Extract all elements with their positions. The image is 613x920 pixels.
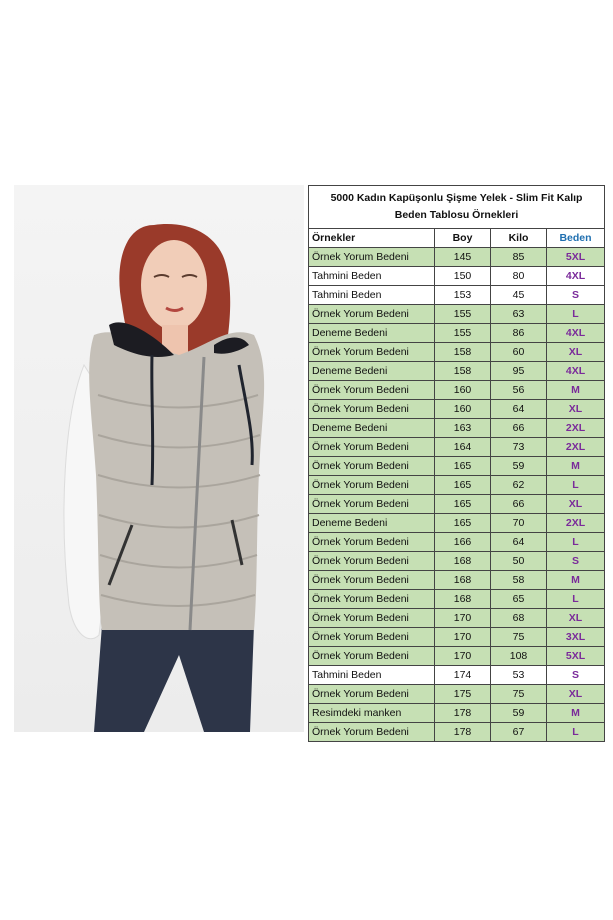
row-name: Örnek Yorum Bedeni <box>309 552 435 571</box>
row-kilo: 70 <box>491 514 547 533</box>
table-row <box>309 305 605 324</box>
row-boy: 158 <box>435 343 491 362</box>
row-kilo: 86 <box>491 324 547 343</box>
table-row <box>309 419 605 438</box>
row-name: Örnek Yorum Bedeni <box>309 647 435 666</box>
row-boy: 166 <box>435 533 491 552</box>
row-boy: 168 <box>435 590 491 609</box>
row-beden: S <box>547 286 605 305</box>
row-kilo: 65 <box>491 590 547 609</box>
row-boy: 178 <box>435 704 491 723</box>
row-kilo: 63 <box>491 305 547 324</box>
row-name: Örnek Yorum Bedeni <box>309 457 435 476</box>
row-beden: S <box>547 666 605 685</box>
header-row <box>309 229 605 248</box>
row-beden: 4XL <box>547 324 605 343</box>
table-row <box>309 495 605 514</box>
table-row <box>309 362 605 381</box>
header-ornekler: Örnekler <box>309 229 435 248</box>
row-kilo: 67 <box>491 723 547 742</box>
row-boy: 155 <box>435 305 491 324</box>
row-boy: 163 <box>435 419 491 438</box>
size-chart-table <box>308 185 605 742</box>
table-row <box>309 286 605 305</box>
table-row <box>309 571 605 590</box>
row-kilo: 95 <box>491 362 547 381</box>
row-beden: 5XL <box>547 647 605 666</box>
row-beden: 4XL <box>547 362 605 381</box>
row-beden: L <box>547 723 605 742</box>
table-row <box>309 248 605 267</box>
row-beden: L <box>547 533 605 552</box>
row-name: Tahmini Beden <box>309 267 435 286</box>
table-row <box>309 723 605 742</box>
row-kilo: 62 <box>491 476 547 495</box>
row-name: Deneme Bedeni <box>309 419 435 438</box>
row-name: Deneme Bedeni <box>309 362 435 381</box>
row-boy: 160 <box>435 381 491 400</box>
row-boy: 170 <box>435 609 491 628</box>
row-boy: 165 <box>435 457 491 476</box>
row-kilo: 75 <box>491 628 547 647</box>
row-boy: 160 <box>435 400 491 419</box>
row-kilo: 53 <box>491 666 547 685</box>
row-name: Örnek Yorum Bedeni <box>309 305 435 324</box>
row-kilo: 60 <box>491 343 547 362</box>
table-row <box>309 457 605 476</box>
row-name: Tahmini Beden <box>309 286 435 305</box>
row-boy: 150 <box>435 267 491 286</box>
row-kilo: 66 <box>491 495 547 514</box>
row-name: Deneme Bedeni <box>309 324 435 343</box>
row-kilo: 45 <box>491 286 547 305</box>
header-boy: Boy <box>435 229 491 248</box>
model-wearing-vest-illustration <box>14 185 304 732</box>
row-boy: 165 <box>435 495 491 514</box>
row-beden: M <box>547 381 605 400</box>
title-line-2: Beden Tablosu Örnekleri <box>394 209 519 221</box>
row-name: Örnek Yorum Bedeni <box>309 343 435 362</box>
row-beden: L <box>547 590 605 609</box>
table-row <box>309 381 605 400</box>
table-row <box>309 704 605 723</box>
row-kilo: 108 <box>491 647 547 666</box>
table-row <box>309 685 605 704</box>
row-boy: 164 <box>435 438 491 457</box>
row-kilo: 75 <box>491 685 547 704</box>
product-photo <box>14 185 304 732</box>
title-row <box>309 186 605 229</box>
table-title <box>309 186 605 229</box>
row-boy: 168 <box>435 552 491 571</box>
row-kilo: 66 <box>491 419 547 438</box>
row-name: Örnek Yorum Bedeni <box>309 438 435 457</box>
row-boy: 165 <box>435 514 491 533</box>
row-beden: 4XL <box>547 267 605 286</box>
row-beden: 3XL <box>547 628 605 647</box>
row-beden: M <box>547 571 605 590</box>
row-kilo: 68 <box>491 609 547 628</box>
row-beden: XL <box>547 609 605 628</box>
row-kilo: 64 <box>491 533 547 552</box>
row-beden: L <box>547 305 605 324</box>
row-boy: 174 <box>435 666 491 685</box>
row-kilo: 85 <box>491 248 547 267</box>
table-row <box>309 400 605 419</box>
row-name: Resimdeki manken <box>309 704 435 723</box>
table-row <box>309 267 605 286</box>
row-kilo: 58 <box>491 571 547 590</box>
row-beden: 2XL <box>547 438 605 457</box>
row-boy: 158 <box>435 362 491 381</box>
row-name: Örnek Yorum Bedeni <box>309 571 435 590</box>
title-line-1: 5000 Kadın Kapüşonlu Şişme Yelek - Slim Fit Kalıp <box>330 192 583 204</box>
row-boy: 165 <box>435 476 491 495</box>
row-boy: 155 <box>435 324 491 343</box>
row-beden: 2XL <box>547 419 605 438</box>
row-name: Örnek Yorum Bedeni <box>309 381 435 400</box>
row-name: Örnek Yorum Bedeni <box>309 685 435 704</box>
row-beden: XL <box>547 495 605 514</box>
row-boy: 170 <box>435 628 491 647</box>
table-row <box>309 438 605 457</box>
table-row <box>309 533 605 552</box>
row-name: Örnek Yorum Bedeni <box>309 628 435 647</box>
row-beden: 2XL <box>547 514 605 533</box>
row-beden: M <box>547 457 605 476</box>
row-boy: 153 <box>435 286 491 305</box>
table-row <box>309 343 605 362</box>
row-beden: L <box>547 476 605 495</box>
header-beden: Beden <box>547 229 605 248</box>
row-name: Deneme Bedeni <box>309 514 435 533</box>
table-row <box>309 476 605 495</box>
row-name: Örnek Yorum Bedeni <box>309 533 435 552</box>
header-kilo: Kilo <box>491 229 547 248</box>
table-row <box>309 609 605 628</box>
row-kilo: 80 <box>491 267 547 286</box>
row-boy: 168 <box>435 571 491 590</box>
table-row <box>309 514 605 533</box>
table-row <box>309 666 605 685</box>
row-kilo: 56 <box>491 381 547 400</box>
table-row <box>309 552 605 571</box>
table-row <box>309 324 605 343</box>
table-row <box>309 628 605 647</box>
row-beden: XL <box>547 685 605 704</box>
row-name: Örnek Yorum Bedeni <box>309 590 435 609</box>
row-boy: 170 <box>435 647 491 666</box>
table-row <box>309 647 605 666</box>
row-name: Örnek Yorum Bedeni <box>309 495 435 514</box>
row-name: Örnek Yorum Bedeni <box>309 609 435 628</box>
row-beden: 5XL <box>547 248 605 267</box>
row-beden: XL <box>547 400 605 419</box>
row-boy: 178 <box>435 723 491 742</box>
row-name: Örnek Yorum Bedeni <box>309 248 435 267</box>
row-kilo: 59 <box>491 704 547 723</box>
row-name: Örnek Yorum Bedeni <box>309 723 435 742</box>
row-boy: 175 <box>435 685 491 704</box>
row-kilo: 64 <box>491 400 547 419</box>
row-kilo: 73 <box>491 438 547 457</box>
row-beden: S <box>547 552 605 571</box>
row-name: Örnek Yorum Bedeni <box>309 400 435 419</box>
size-chart <box>308 185 604 742</box>
row-name: Tahmini Beden <box>309 666 435 685</box>
row-kilo: 59 <box>491 457 547 476</box>
row-name: Örnek Yorum Bedeni <box>309 476 435 495</box>
row-beden: M <box>547 704 605 723</box>
row-beden: XL <box>547 343 605 362</box>
table-row <box>309 590 605 609</box>
row-kilo: 50 <box>491 552 547 571</box>
row-boy: 145 <box>435 248 491 267</box>
